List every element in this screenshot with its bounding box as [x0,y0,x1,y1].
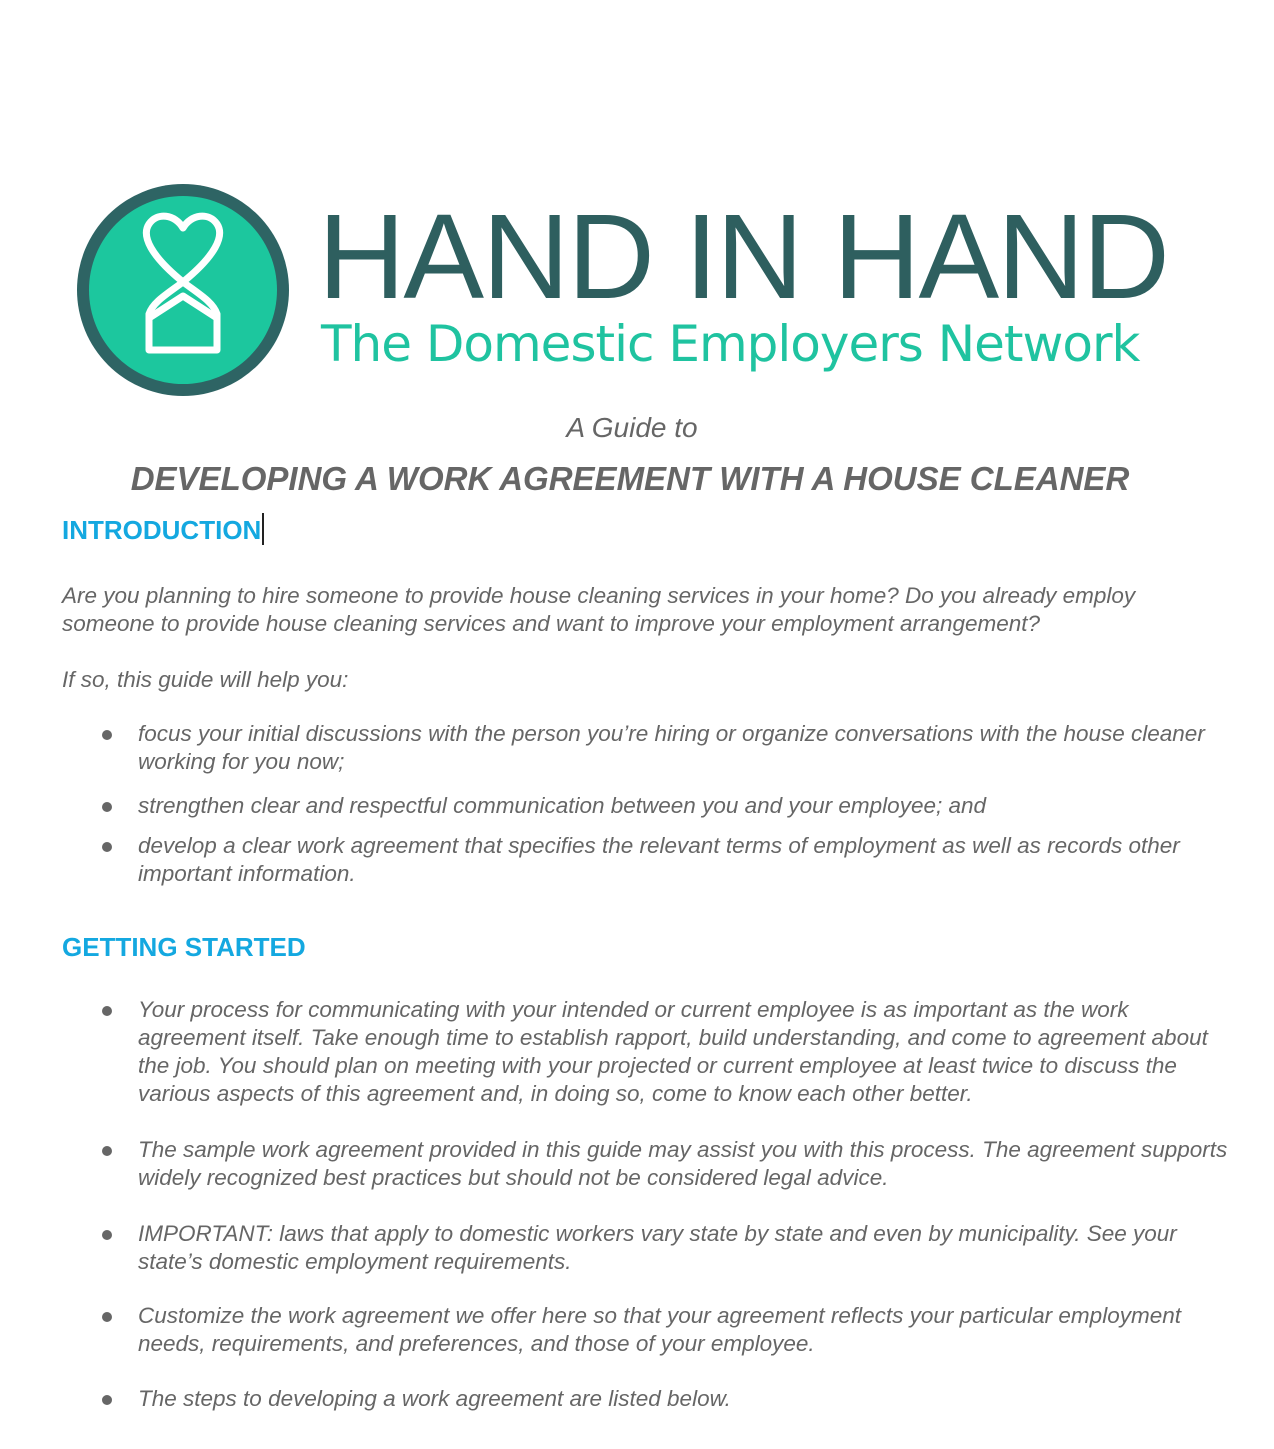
text-cursor [262,513,264,545]
bullet-icon [102,842,112,852]
getting-started-bullet-text: Your process for communicating with your intended or current employee is as important as the work agreement itself. Take enough time to establish rapport, build understanding, and come to agreement about the job. You should plan on meeting with your projected or current employee at least twice to discuss the various aspects of this agreement and, in doing so, come to know each other better. [138,997,1208,1106]
logo-mark [77,184,289,396]
getting-started-bullet [138,1385,1228,1413]
bullet-icon [102,1006,112,1016]
bullet-icon [102,1312,112,1322]
bullet-icon [102,802,112,812]
logo-subtitle: The Domestic Employers Network [321,315,1140,373]
bullet-icon [102,1230,112,1240]
intro-bullet [138,832,1228,888]
getting-started-bullet-text: IMPORTANT: laws that apply to domestic workers vary state by state and even by municipality. See your state’s domestic employment requirements. [138,1221,1177,1274]
getting-started-bullet [138,996,1228,1108]
intro-bullet [138,720,1228,776]
intro-lead-in: If so, this guide will help you: [62,667,349,692]
heart-house-hourglass-icon [77,184,289,396]
guide-to-label: A Guide to [566,412,698,443]
bullet-icon [102,730,112,740]
introduction-heading[interactable] [62,513,264,546]
getting-started-heading: GETTING STARTED [62,932,306,962]
getting-started-bullet-text: The steps to developing a work agreement are listed below. [138,1386,731,1411]
bullet-icon [102,1395,112,1405]
getting-started-bullet [138,1302,1228,1358]
getting-started-bullet [138,1220,1228,1276]
intro-bullet [138,792,1228,820]
logo-title: HAND IN HAND [318,188,1168,324]
intro-bullet-text: develop a clear work agreement that specifies the relevant terms of employment as well as records other important information. [138,833,1180,886]
intro-bullet-text: strengthen clear and respectful communication between you and your employee; and [138,793,987,818]
introduction-heading-text: INTRODUCTION [62,515,262,545]
getting-started-bullet-text: The sample work agreement provided in this guide may assist you with this process. The agreement supports widely recognized best practices but should not be considered legal advice. [138,1137,1228,1190]
getting-started-bullet-text: Customize the work agreement we offer here so that your agreement reflects your particular employment needs, requirements, and preferences, and those of your employee. [138,1303,1181,1356]
intro-bullet-text: focus your initial discussions with the person you’re hiring or organize conversations with the house cleaner working for you now; [138,721,1205,774]
getting-started-bullet [138,1136,1228,1192]
bullet-icon [102,1146,112,1156]
document-title: DEVELOPING A WORK AGREEMENT WITH A HOUSE CLEANER [130,460,1130,497]
intro-paragraph: Are you planning to hire someone to provide house cleaning services in your home? Do you already employ someone to provide house cleaning services and want to improve your employment arrangement? [62,583,1136,636]
